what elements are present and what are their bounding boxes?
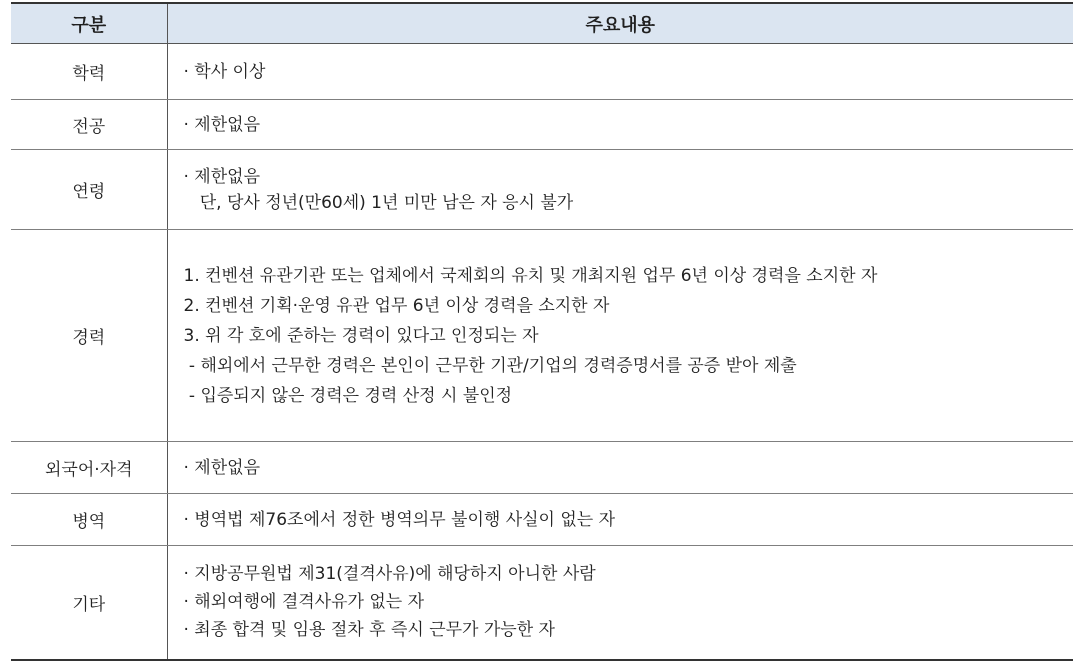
content-line: · 해외여행에 결격사유가 없는 자: [183, 592, 425, 613]
row-content-age: [167, 150, 1073, 230]
header-category: 구분: [11, 3, 167, 44]
row-content-major: [167, 100, 1073, 150]
content-line: 3. 위 각 호에 준하는 경력이 있다고 인정되는 자: [183, 325, 539, 346]
content-line: 단, 당사 정년(만60세) 1년 미만 남은 자 응시 불가: [183, 192, 574, 213]
content-line: 2. 컨벤션 기획·운영 유관 업무 6년 이상 경력을 소지한 자: [183, 295, 610, 316]
content-line: · 제한없음: [183, 114, 260, 135]
table-row: [11, 546, 1073, 660]
row-label-age: 연령: [11, 150, 167, 230]
row-content-experience: [167, 230, 1073, 442]
row-label-language-license: 외국어·자격: [11, 442, 167, 494]
row-label-major: 전공: [11, 100, 167, 150]
content-line: · 제한없음: [183, 457, 260, 478]
row-content-other: [167, 546, 1073, 660]
table-row: [11, 100, 1073, 150]
row-label-education: 학력: [11, 44, 167, 100]
header-row: [11, 3, 1073, 44]
table-row: [11, 44, 1073, 100]
content-line: - 해외에서 근무한 경력은 본인이 근무한 기관/기업의 경력증명서를 공증 받아 제출: [183, 355, 797, 376]
content-line: · 병역법 제76조에서 정한 병역의무 불이행 사실이 없는 자: [183, 509, 616, 530]
content-line: · 학사 이상: [183, 61, 266, 82]
content-line: · 최종 합격 및 임용 절차 후 즉시 근무가 가능한 자: [183, 620, 555, 641]
requirements-table: [11, 2, 1073, 661]
table-row: [11, 442, 1073, 494]
row-label-military: 병역: [11, 494, 167, 546]
header-details: 주요내용: [167, 3, 1073, 44]
row-label-experience: 경력: [11, 230, 167, 442]
row-content-language-license: [167, 442, 1073, 494]
row-label-other: 기타: [11, 546, 167, 660]
row-content-military: [167, 494, 1073, 546]
content-line: 1. 컨벤션 유관기관 또는 업체에서 국제회의 유치 및 개최지원 업무 6년 이상 경력을 소지한 자: [183, 265, 878, 286]
table-row: [11, 150, 1073, 230]
table-row: [11, 494, 1073, 546]
row-content-education: [167, 44, 1073, 100]
content-line: · 제한없음: [183, 166, 260, 187]
table-row: [11, 230, 1073, 442]
content-line: · 지방공무원법 제31(결격사유)에 해당하지 아니한 사람: [183, 564, 596, 585]
content-line: - 입증되지 않은 경력은 경력 산정 시 불인정: [183, 385, 513, 406]
